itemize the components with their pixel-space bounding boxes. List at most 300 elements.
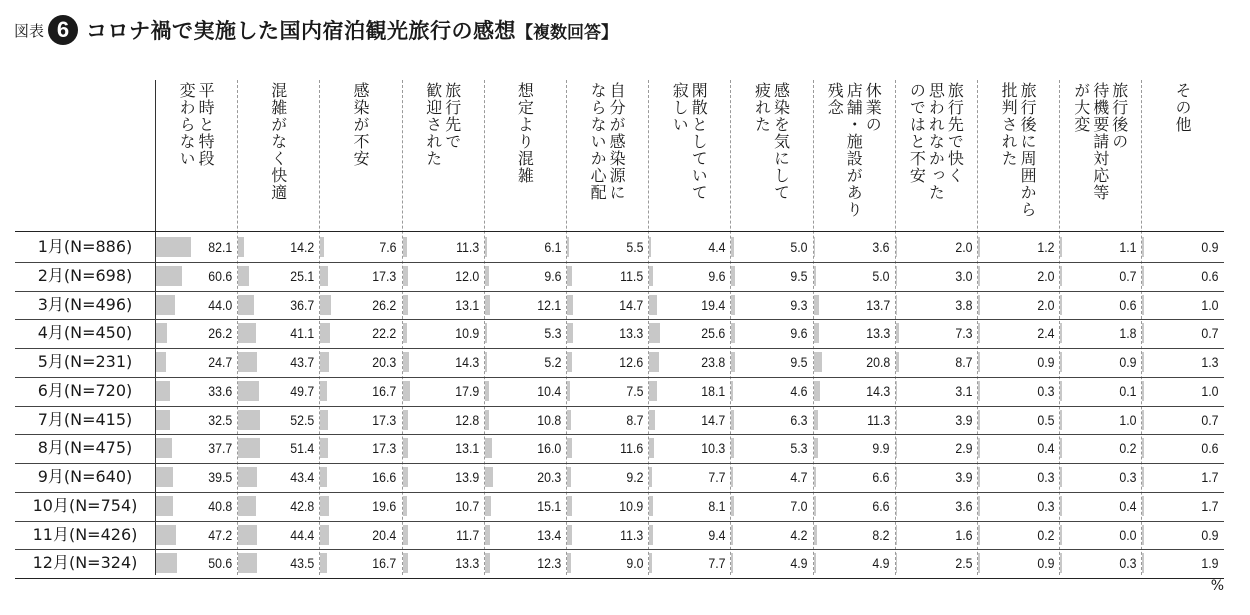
- value-label: 0.3: [1037, 497, 1055, 514]
- value-bar: [649, 525, 653, 545]
- data-table: [15, 80, 1224, 575]
- data-cell: [977, 549, 1059, 577]
- value-label: 8.7: [954, 354, 972, 370]
- value-label: 11.3: [455, 239, 479, 255]
- value-label: 12.6: [619, 354, 644, 370]
- value-label: 3.6: [872, 239, 890, 255]
- value-bar: [978, 525, 980, 545]
- value-label: 6.3: [790, 411, 808, 428]
- value-bar: [1142, 553, 1144, 573]
- value-bar: [978, 323, 980, 343]
- data-cell: [566, 291, 648, 319]
- data-cell: [1141, 377, 1223, 405]
- column-header: [1059, 80, 1141, 230]
- value-bar: [978, 266, 980, 286]
- data-cell: [566, 492, 648, 520]
- data-cell: [237, 406, 319, 434]
- data-cell: [1141, 463, 1223, 491]
- value-bar: [649, 295, 657, 315]
- value-bar: [978, 438, 980, 458]
- column-header: [1141, 80, 1223, 230]
- value-bar: [156, 381, 170, 401]
- value-bar: [1142, 410, 1144, 430]
- value-label: 25.1: [290, 267, 315, 284]
- column-header: [566, 80, 648, 230]
- value-label: 0.3: [1119, 469, 1137, 485]
- value-label: 0.5: [1037, 411, 1055, 428]
- value-label: 0.2: [1119, 440, 1137, 457]
- data-cell: [155, 521, 237, 549]
- data-cell: [813, 319, 895, 347]
- data-cell: [895, 463, 977, 491]
- data-cell: [730, 319, 812, 347]
- column-header: [155, 80, 237, 230]
- data-cell: [484, 521, 566, 549]
- data-cell: [319, 406, 401, 434]
- column-header: [977, 80, 1059, 230]
- value-bar: [320, 553, 327, 573]
- value-bar: [978, 496, 980, 516]
- data-cell: [648, 549, 730, 577]
- value-label: 0.1: [1119, 382, 1137, 399]
- data-cell: [895, 521, 977, 549]
- data-cell: [977, 521, 1059, 549]
- value-bar: [896, 237, 898, 257]
- value-bar: [485, 266, 489, 286]
- value-label: 1.2: [1037, 239, 1055, 255]
- value-bar: [814, 410, 819, 430]
- value-bar: [1060, 381, 1062, 401]
- value-bar: [485, 496, 491, 516]
- value-label: 47.2: [208, 526, 233, 543]
- data-cell: [648, 377, 730, 405]
- value-label: 9.3: [790, 296, 808, 313]
- value-label: 2.0: [1037, 267, 1055, 284]
- data-cell: [1059, 291, 1141, 319]
- value-bar: [567, 295, 573, 315]
- value-label: 14.2: [290, 239, 315, 255]
- data-cell: [484, 434, 566, 462]
- value-bar: [485, 295, 490, 315]
- value-bar: [814, 237, 816, 257]
- data-cell: [648, 434, 730, 462]
- value-bar: [403, 352, 409, 372]
- value-bar: [814, 525, 817, 545]
- value-label: 3.1: [954, 382, 972, 399]
- data-cell: [648, 492, 730, 520]
- value-label: 40.8: [208, 497, 233, 514]
- value-bar: [814, 352, 823, 372]
- value-bar: [567, 237, 569, 257]
- value-bar: [649, 381, 657, 401]
- value-bar: [567, 438, 572, 458]
- data-cell: [895, 406, 977, 434]
- value-bar: [649, 438, 653, 458]
- value-bar: [238, 410, 260, 430]
- value-bar: [238, 467, 256, 487]
- data-cell: [237, 233, 319, 261]
- data-cell: [895, 348, 977, 376]
- value-bar: [649, 237, 651, 257]
- value-bar: [814, 381, 820, 401]
- data-cell: [155, 549, 237, 577]
- data-cell: [730, 492, 812, 520]
- data-cell: [895, 319, 977, 347]
- value-label: 3.9: [954, 469, 972, 485]
- value-label: 5.0: [790, 239, 808, 255]
- value-label: 33.6: [208, 382, 233, 399]
- value-label: 17.3: [372, 267, 397, 284]
- column-header-line: 歓迎された: [423, 82, 443, 167]
- value-bar: [485, 467, 494, 487]
- value-label: 82.1: [208, 239, 233, 255]
- value-bar: [649, 553, 652, 573]
- data-cell: [730, 434, 812, 462]
- data-cell: [730, 291, 812, 319]
- value-label: 9.4: [708, 526, 726, 543]
- row-label: 10月(N=754): [32, 495, 138, 515]
- column-header-line: が大変: [1071, 82, 1091, 133]
- value-bar: [1142, 381, 1144, 401]
- value-label: 60.6: [208, 267, 233, 284]
- value-bar: [567, 467, 571, 487]
- header-rule: [15, 231, 1224, 232]
- value-bar: [1060, 467, 1062, 487]
- data-cell: [1141, 492, 1223, 520]
- value-bar: [403, 496, 408, 516]
- data-cell: [730, 377, 812, 405]
- column-header: [813, 80, 895, 230]
- column-header-line: 旅行後の: [1109, 82, 1129, 150]
- value-label: 9.5: [790, 354, 808, 370]
- value-label: 23.8: [701, 354, 726, 370]
- value-label: 1.3: [1201, 354, 1219, 370]
- data-cell: [566, 233, 648, 261]
- data-cell: [484, 549, 566, 577]
- value-label: 9.6: [790, 325, 808, 342]
- column-header: [730, 80, 812, 230]
- value-bar: [814, 438, 818, 458]
- value-bar: [731, 381, 733, 401]
- data-cell: [977, 434, 1059, 462]
- value-bar: [238, 553, 256, 573]
- value-label: 17.9: [454, 382, 479, 399]
- value-bar: [156, 438, 172, 458]
- column-header: [237, 80, 319, 230]
- value-bar: [814, 553, 816, 573]
- value-label: 0.7: [1201, 411, 1219, 428]
- data-cell: [648, 262, 730, 290]
- value-label: 17.3: [372, 440, 397, 457]
- value-bar: [649, 467, 652, 487]
- value-label: 44.0: [208, 296, 233, 313]
- value-label: 0.4: [1037, 440, 1055, 457]
- data-cell: [1059, 434, 1141, 462]
- column-header-line: 混雑がなく快適: [268, 82, 288, 201]
- value-bar: [978, 467, 980, 487]
- value-bar: [731, 467, 733, 487]
- value-label: 13.3: [865, 325, 890, 342]
- value-label: 4.4: [708, 239, 726, 255]
- value-label: 11.3: [866, 411, 890, 428]
- data-cell: [977, 348, 1059, 376]
- value-label: 6.6: [872, 497, 890, 514]
- value-bar: [814, 295, 820, 315]
- value-bar: [156, 553, 177, 573]
- value-label: 36.7: [290, 296, 315, 313]
- data-cell: [237, 492, 319, 520]
- data-cell: [484, 348, 566, 376]
- value-bar: [320, 525, 329, 545]
- value-label: 8.1: [708, 497, 726, 514]
- data-cell: [730, 406, 812, 434]
- data-cell: [813, 549, 895, 577]
- data-cell: [648, 463, 730, 491]
- value-bar: [731, 525, 733, 545]
- value-label: 3.8: [954, 296, 972, 313]
- value-bar: [896, 525, 898, 545]
- value-label: 39.5: [208, 469, 233, 485]
- data-cell: [895, 549, 977, 577]
- value-label: 44.4: [290, 526, 315, 543]
- data-cell: [402, 291, 484, 319]
- data-cell: [484, 233, 566, 261]
- value-bar: [649, 266, 653, 286]
- value-label: 5.3: [790, 440, 808, 457]
- data-cell: [813, 262, 895, 290]
- value-bar: [814, 496, 817, 516]
- value-bar: [731, 266, 735, 286]
- row-rule: [15, 578, 1224, 579]
- value-label: 5.3: [543, 325, 561, 342]
- data-cell: [895, 492, 977, 520]
- data-cell: [1141, 434, 1223, 462]
- column-header: [402, 80, 484, 230]
- data-cell: [237, 262, 319, 290]
- value-label: 13.3: [619, 325, 644, 342]
- value-bar: [731, 410, 734, 430]
- column-header-line: 変わらない: [177, 82, 197, 167]
- value-label: 49.7: [290, 382, 315, 399]
- data-cell: [977, 406, 1059, 434]
- data-cell: [813, 434, 895, 462]
- value-bar: [1060, 410, 1062, 430]
- row-label: 11月(N=426): [32, 524, 138, 544]
- value-label: 10.9: [454, 325, 479, 342]
- value-bar: [156, 467, 173, 487]
- value-bar: [567, 352, 572, 372]
- value-bar: [1060, 496, 1062, 516]
- data-cell: [319, 549, 401, 577]
- column-header-line: 店舗・施設があり: [844, 82, 864, 218]
- value-label: 0.3: [1037, 382, 1055, 399]
- row-label: 3月(N=496): [37, 294, 133, 314]
- value-label: 0.6: [1201, 440, 1219, 457]
- data-cell: [484, 406, 566, 434]
- value-bar: [320, 496, 328, 516]
- data-cell: [1059, 549, 1141, 577]
- chart-title: [14, 14, 618, 46]
- value-bar: [238, 323, 255, 343]
- value-bar: [567, 496, 572, 516]
- data-cell: [402, 434, 484, 462]
- data-cell: [977, 492, 1059, 520]
- data-cell: [402, 549, 484, 577]
- value-label: 0.3: [1119, 555, 1137, 572]
- data-cell: [895, 291, 977, 319]
- value-bar: [485, 237, 488, 257]
- column-header-line: ならないか心配: [588, 82, 608, 201]
- row-label: 12月(N=324): [32, 553, 138, 573]
- value-bar: [731, 553, 733, 573]
- value-label: 8.2: [872, 526, 890, 543]
- value-label: 26.2: [208, 325, 233, 342]
- value-bar: [238, 237, 244, 257]
- value-bar: [238, 381, 259, 401]
- value-label: 14.7: [619, 296, 644, 313]
- value-label: 7.7: [708, 555, 726, 572]
- value-bar: [403, 381, 411, 401]
- value-label: 9.2: [626, 469, 644, 485]
- value-bar: [403, 525, 408, 545]
- data-cell: [566, 521, 648, 549]
- row-label: 7月(N=415): [37, 409, 133, 429]
- value-label: 4.7: [790, 469, 808, 485]
- data-cell: [319, 377, 401, 405]
- value-label: 13.9: [454, 469, 479, 485]
- value-bar: [1060, 438, 1062, 458]
- value-bar: [731, 352, 735, 372]
- value-label: 6.6: [872, 469, 890, 485]
- data-cell: [566, 319, 648, 347]
- value-bar: [320, 467, 327, 487]
- data-cell: [155, 406, 237, 434]
- value-label: 52.5: [290, 411, 315, 428]
- value-label: 13.3: [454, 555, 479, 572]
- value-bar: [649, 352, 659, 372]
- value-bar: [238, 266, 249, 286]
- column-header-line: 旅行後に周囲から: [1018, 82, 1038, 218]
- data-cell: [730, 521, 812, 549]
- value-label: 12.1: [537, 296, 561, 313]
- value-bar: [403, 237, 408, 257]
- value-bar: [978, 295, 980, 315]
- value-label: 15.1: [537, 497, 561, 514]
- value-label: 51.4: [290, 440, 315, 457]
- value-label: 13.4: [537, 526, 561, 543]
- data-cell: [1059, 406, 1141, 434]
- value-bar: [485, 553, 490, 573]
- value-label: 10.8: [537, 411, 561, 428]
- value-label: 20.8: [865, 354, 890, 370]
- value-bar: [896, 295, 898, 315]
- value-label: 2.4: [1037, 325, 1055, 342]
- value-bar: [485, 352, 487, 372]
- data-cell: [648, 319, 730, 347]
- data-cell: [155, 348, 237, 376]
- column-header-line: 休業の: [863, 82, 883, 133]
- value-bar: [814, 323, 820, 343]
- value-bar: [238, 352, 256, 372]
- title-note: 【複数回答】: [516, 22, 619, 43]
- value-label: 10.9: [619, 497, 644, 514]
- value-label: 2.0: [954, 239, 972, 255]
- value-bar: [403, 410, 408, 430]
- column-header-line: 思われなかった: [926, 82, 946, 201]
- column-header: [895, 80, 977, 230]
- data-cell: [484, 492, 566, 520]
- column-header-line: 批判された: [999, 82, 1019, 167]
- value-bar: [156, 323, 167, 343]
- data-cell: [484, 291, 566, 319]
- data-cell: [155, 377, 237, 405]
- value-label: 2.0: [1037, 296, 1055, 313]
- value-bar: [156, 525, 176, 545]
- value-label: 25.6: [701, 325, 726, 342]
- value-bar: [1060, 237, 1062, 257]
- data-cell: [566, 406, 648, 434]
- data-cell: [237, 521, 319, 549]
- value-label: 0.9: [1119, 354, 1137, 370]
- data-cell: [977, 291, 1059, 319]
- value-label: 50.6: [208, 555, 233, 572]
- data-cell: [402, 233, 484, 261]
- value-label: 11.6: [620, 440, 644, 457]
- value-bar: [403, 467, 409, 487]
- column-header-line: 閑散としていて: [689, 82, 709, 201]
- data-cell: [237, 549, 319, 577]
- value-label: 16.0: [537, 440, 561, 457]
- data-cell: [813, 348, 895, 376]
- data-cell: [730, 463, 812, 491]
- value-label: 3.6: [954, 497, 972, 514]
- value-label: 9.9: [872, 440, 890, 457]
- value-label: 1.0: [1119, 411, 1137, 428]
- value-bar: [238, 496, 256, 516]
- value-bar: [1060, 323, 1062, 343]
- data-cell: [237, 463, 319, 491]
- value-label: 22.2: [372, 325, 397, 342]
- value-label: 14.3: [865, 382, 890, 399]
- data-cell: [977, 463, 1059, 491]
- value-bar: [403, 553, 409, 573]
- value-label: 7.7: [708, 469, 726, 485]
- value-label: 24.7: [208, 354, 233, 370]
- row-label: 1月(N=886): [37, 237, 133, 256]
- data-cell: [155, 291, 237, 319]
- value-bar: [731, 438, 733, 458]
- data-cell: [895, 233, 977, 261]
- column-header-line: 感染を気にして: [771, 82, 791, 201]
- value-label: 41.1: [290, 325, 315, 342]
- value-label: 0.9: [1201, 526, 1219, 543]
- data-cell: [648, 406, 730, 434]
- value-label: 2.9: [954, 440, 972, 457]
- value-label: 16.6: [372, 469, 397, 485]
- data-cell: [813, 492, 895, 520]
- data-cell: [237, 319, 319, 347]
- row-label: 2月(N=698): [37, 265, 133, 285]
- value-bar: [567, 525, 572, 545]
- value-bar: [1060, 295, 1062, 315]
- value-label: 9.0: [626, 555, 644, 572]
- data-cell: [402, 463, 484, 491]
- value-bar: [403, 295, 409, 315]
- data-cell: [977, 319, 1059, 347]
- value-label: 7.3: [954, 325, 972, 342]
- value-label: 4.9: [872, 555, 890, 572]
- value-label: 20.4: [372, 526, 397, 543]
